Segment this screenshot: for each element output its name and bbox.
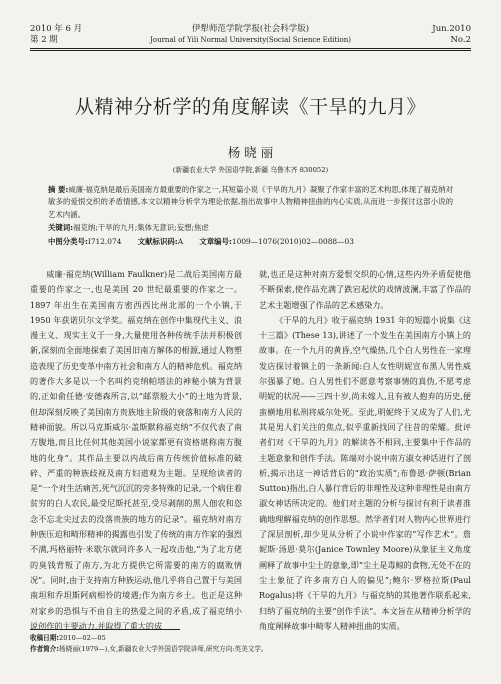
abstract-text: 威廉·福克纳是最后美国南方最重要的作家之一,其短篇小说《干旱的九月》凝聚了作家丰富的艺术构思,体现了福克纳对敏多的爱恨交织的矛盾情感,本文以精神分析学为理论依据,指出故事中人物精神扭曲的内心实质,从而进一步探讨这部小说的艺术内涵。 [48, 185, 454, 219]
clc-label: 中图分类号: [48, 237, 88, 246]
keywords-text: 福克纳;干旱的九月;集体无意识;妄想;焦虑 [73, 223, 209, 232]
doc-code-label: 文献标识码: [137, 237, 178, 246]
body-column-right [259, 267, 471, 634]
abstract [48, 184, 453, 221]
footnote-rule [30, 629, 180, 630]
received-label: 收稿日期: [30, 634, 60, 642]
header-center [130, 24, 371, 46]
issue-number: 第 2 期 [30, 35, 58, 45]
journal-name-cn: 伊犁师范学院学报(社会科学版) [191, 24, 310, 34]
header-right [432, 24, 471, 46]
body-paragraph: 威廉·福克纳(William Faulkner)是二战后美国南方最重要的作家之一,也是美国 20 世纪最重要的作家之一。1897 年出生在美国南方密西西比州北部的一个小镇,于 1950 年获诺贝尔文学奖。福克纳在创作中集现代主义、浪漫主义、现实主义于一身,大量使用各种传统手法并积极创新,深刻而全面地探索了美国旧南方解体的根源,通过人物塑造表现了历史变革中南方社会和南方人的精神危机。福克纳的著作大多是以一个名叫约克纳帕塔法的神秘小镇为背景的,正如俞任德·安德森所言,以“邮票般大小”的土地为背景,但却深刻反映了美国南方贵族地主阶级的衰落和南方人民的精神面貌。所以马克斯威尔·盖斯默称福克纳“不仅代表了南方腹地,而且比任何其他美国小说家都更有资格堪称南方腹地的化身”。其作品主要以内战后南方传统价值标准的破碎、严重的种族歧视及南方妇道观为主题。呈现给读者的是“一个对生活痛苦,死气沉沉的旁多特殊的记录,一个病住着贫穷的白人农民,最受尼斯托甚至,受尽剥削的黑人佃农和恣念不忘北尖过去的没落贵族的地方的记录”。福克纳对南方种族压迫和畸形精神的揭露也引发了传统的南方作家的强烈不满,玛格丽特·米歇尔就同许多人一起攻击他,“为了北方佬的臭钱背叛了南方,为北方提供它所需要的南方的腐败情况”。同时,由于支持南方种族运动,他几乎将自己置于与美国南坦和乔坦斯阿病相怜的境遇;作为南方乡土。也正是这种对家乡的恐惧与不由自主的热爱之间的矛盾,成了福克纳小说创作的主要动力,并取得了重大的成 [30, 269, 242, 631]
keywords [48, 222, 453, 234]
received-date-note [30, 633, 471, 643]
author-bio-note [30, 644, 471, 654]
body-column-left [30, 267, 242, 634]
author-bio-label: 作者简介: [30, 645, 60, 653]
author-name: 杨 晓 丽 [227, 145, 274, 160]
issue-date-en: Jun.2010 [432, 24, 471, 34]
clc-value: I712.074 [87, 237, 122, 246]
article-number-value: 1009—1076(2010)02—0088—03 [231, 237, 354, 246]
running-header [30, 24, 471, 58]
article-number-label: 文章编号: [199, 237, 232, 246]
author-bio-value: 杨晓丽(1979—),女,新疆农业大学外国语学院讲师,研究方向:英美文学。 [59, 645, 268, 653]
classification-line [48, 236, 471, 248]
body-paragraph: 就,也正是这种对南方爱恨交织的心情,这些内外矛盾促使他不断探索,使作品充满了跌宕起伏的戏情波澜,丰富了作品的艺术主题增强了作品的艺术感染力。 [259, 269, 471, 310]
author-affiliation: (新疆农业大学 外国语学院,新疆 乌鲁木齐 830052) [172, 166, 329, 174]
issue-date: 2010 年 6 月 [30, 24, 83, 34]
header-rule-thin [30, 50, 471, 51]
abstract-label: 摘 要: [48, 185, 69, 194]
header-left [30, 24, 82, 46]
keywords-label: 关键词: [48, 223, 74, 232]
doc-code-value: A [177, 237, 184, 246]
received-value: 2010—02—05 [59, 634, 106, 642]
journal-name-en: Journal of Yili Normal University(Social Science Edition) [150, 36, 351, 44]
header-rule-thick [30, 48, 471, 49]
body-paragraph: 《干旱的九月》收于福克纳 1931 年的短篇小说集《这十三篇》(These 13),讲述了一个发生在美国南方小镇上的故事。在一个九月的黄昏,空气燥热,几个白人男性在一家理发店探讨着镇上的一条新闻:白人女性明妮宣布黑人男性威尔强暴了她。白人男性们不愿意考察事情的真伪,不愿考虑明妮的状况——三四十岁,尚未嫁人,且有被人抱弃的历史,便蛮横地用私刑将威尔处死。至此,明妮终于又成为了人们,尤其是男人们关注的焦点,似乎重新找回了往昔的荣耀。批评者们对《干旱的九月》的解读各不相同,主要集中于作品的主题意象和创作手法。陈端对小说中南方淑女神话进行了剖析,揭示出这一神话背后的“政治实质”;布鲁恩·萨顿(Brian Sutton)指出,白人暴行背后的非理性及这种非理性是由南方淑女神话所决定的。他们对主题的分析与探讨有利于读者准确地理解福克纳的创作思想。然学者们对人物内心世界进行了深层剖析,却少见从分析了小说中作家的“写作艺术”。詹妮斯·汤恩·莫尔(Janice Townley Moore)从象征主义角度阐释了故事中尘土的意象,即“尘土是毒鲸的食物,无处不在的尘土象征了许多南方白人的偏见”;鲍尔·罗格拉斯(Paul Rogalus)将《干旱的九月》与福克纳的其他著作联系起来,归纳了福克纳的主要“创作手法”。本文旨在从精神分析学的角度阐释故事中畸零人精神扭曲的实质。 [259, 314, 471, 631]
issue-number-en: No.2 [450, 35, 471, 45]
article-title: 从精神分析学的角度解读《干旱的九月》 [74, 96, 426, 118]
